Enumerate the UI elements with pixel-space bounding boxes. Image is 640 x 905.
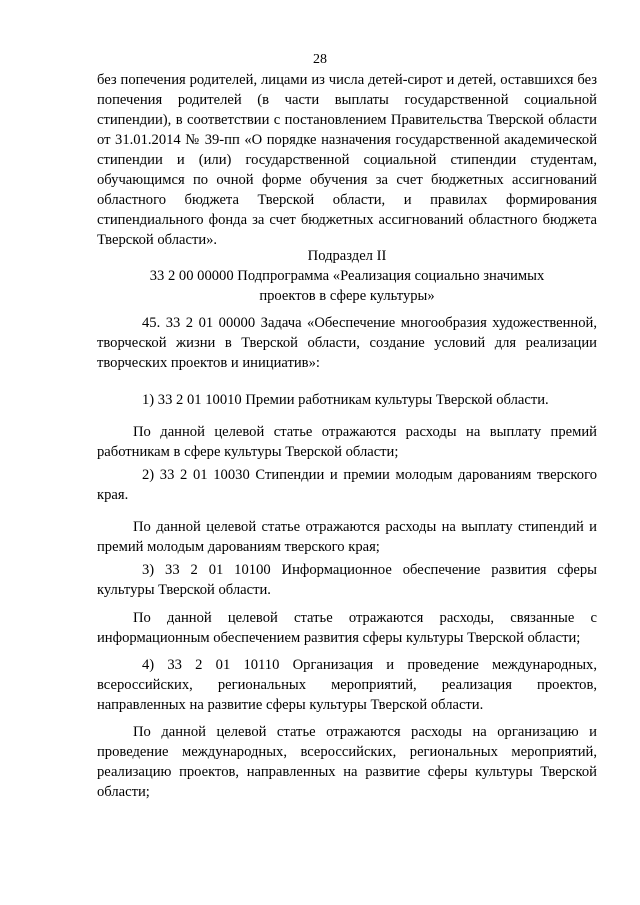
subsection-heading <box>97 246 597 306</box>
item-4-description: По данной целевой статье отражаются расходы на организацию и проведение международных, всероссийских, региональных мероприятий, реализацию проектов, направленных на развитие сферы культуры Тверской области; <box>97 724 597 800</box>
subsection-heading-line2: проектов в сфере культуры» <box>259 288 435 304</box>
page-number: 28 <box>313 52 327 67</box>
item-1-title: 1) 33 2 01 10010 Премии работникам культуры Тверской области. <box>142 392 549 408</box>
item-2-description: По данной целевой статье отражаются расходы на выплату стипендий и премий молодым дарованиям тверского края; <box>97 519 597 555</box>
item-3-title: 3) 33 2 01 10100 Информационное обеспечение развития сферы культуры Тверской области. <box>97 562 597 598</box>
item-4-title: 4) 33 2 01 10110 Организация и проведение международных, всероссийских, региональных мероприятий, реализация проектов, направленных на развитие сферы культуры Тверской области. <box>97 657 597 713</box>
item-2-title: 2) 33 2 01 10030 Стипендии и премии молодым дарованиям тверского края. <box>97 467 597 503</box>
item-1-description: По данной целевой статье отражаются расходы на выплату премий работникам в сфере культуры Тверской области; <box>97 424 597 460</box>
subsection-heading-line1: 33 2 00 00000 Подпрограмма «Реализация социально значимых <box>149 268 545 284</box>
item-3-description: По данной целевой статье отражаются расходы, связанные с информационным обеспечением развития сферы культуры Тверской области; <box>97 610 597 646</box>
task-paragraph: 45. 33 2 01 00000 Задача «Обеспечение многообразия художественной, творческой жизни в Тверской области, создание условий для реализации творческих проектов и инициатив»: <box>97 315 597 371</box>
intro-paragraph: без попечения родителей, лицами из числа детей-сирот и детей, оставшихся без попечения родителей (в части выплаты государственной социальной стипендии), в соответствии с постановлением Правительства Тверской области от 31.01.2014 № 39-пп «О порядке назначения государственной академической стипендии и (или) государственной социальной стипендии студентам, обучающимся по очной форме обучения за счет бюджетных ассигнований областного бюджета Тверской области, и правилах формирования стипендиального фонда за счет бюджетных ассигнований областного бюджета Тверской области». <box>97 72 597 248</box>
subsection-title: Подраздел II <box>307 248 387 264</box>
